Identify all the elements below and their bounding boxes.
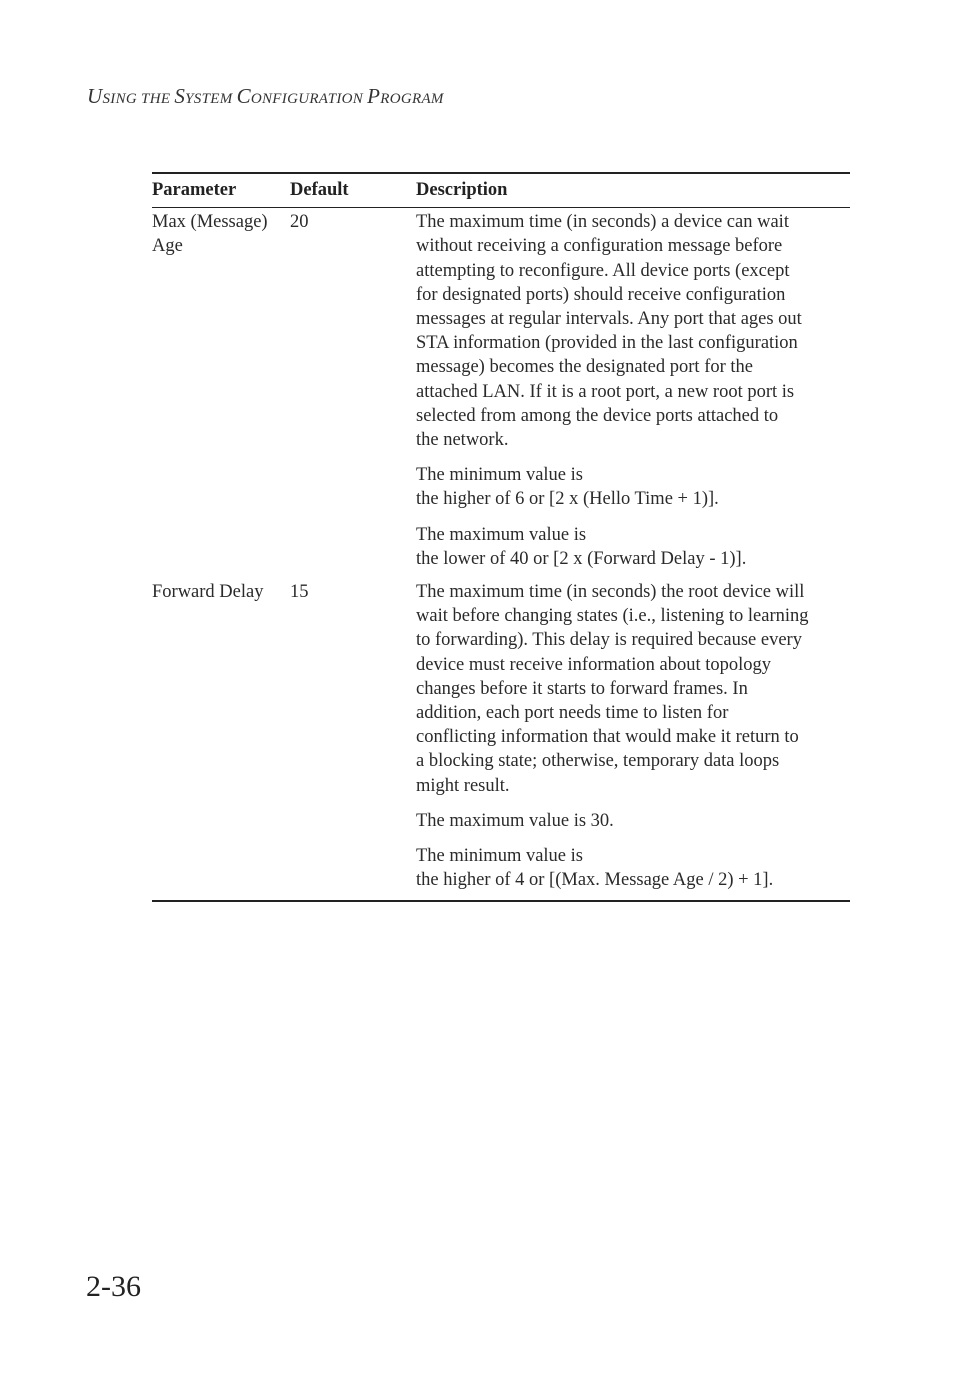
- table-header-row: [152, 173, 850, 208]
- description-line: message) becomes the designated port for the: [416, 357, 753, 378]
- description-line: a blocking state; otherwise, temporary data loops: [416, 751, 780, 772]
- column-header-parameter: Parameter: [152, 180, 237, 200]
- default-value-cell: 15: [290, 582, 309, 603]
- description-line: attempting to reconfigure. All device ports (except: [416, 260, 790, 281]
- running-title-part-2: CONFIGURATION: [236, 84, 368, 108]
- parameter-name-line: Age: [152, 236, 183, 257]
- description-line: The maximum value is 30.: [416, 810, 614, 831]
- parameter-cell: [152, 579, 290, 901]
- description-line: attached LAN. If it is a root port, a new root port is: [416, 381, 795, 402]
- description-paragraph: [416, 463, 850, 511]
- description-line: the lower of 40 or [2 x (Forward Delay - 1)].: [416, 548, 747, 569]
- description-line: the higher of 6 or [2 x (Hello Time + 1)].: [416, 489, 719, 510]
- description-paragraph: [416, 809, 850, 833]
- description-paragraph: [416, 844, 850, 892]
- parameter-table: [152, 172, 850, 902]
- default-value-cell: 20: [290, 212, 309, 233]
- table-row: [152, 208, 850, 579]
- description-paragraph: [416, 523, 850, 571]
- parameter-name-line: Forward Delay: [152, 582, 264, 603]
- description-line: The maximum time (in seconds) the root device will: [416, 582, 805, 603]
- running-title-part-3: PROGRAM: [367, 84, 444, 108]
- description-line: changes before it starts to forward frames. In: [416, 678, 748, 699]
- parameter-name-line: Max (Message): [152, 212, 268, 233]
- description-line: STA information (provided in the last configuration: [416, 333, 798, 354]
- description-cell: [416, 208, 850, 579]
- description-line: the network.: [416, 430, 509, 451]
- column-header-description: Description: [416, 180, 508, 200]
- description-line: The maximum value is: [416, 524, 587, 545]
- description-paragraph: [416, 580, 850, 798]
- description-line: messages at regular intervals. Any port that ages out: [416, 309, 802, 330]
- column-header-default: Default: [290, 180, 349, 200]
- description-line: The maximum time (in seconds) a device can wait: [416, 212, 789, 233]
- description-line: without receiving a configuration message before: [416, 236, 783, 257]
- description-paragraph: [416, 210, 850, 452]
- page-number: 2-36: [86, 1270, 141, 1303]
- running-title-part-0: USING THE: [87, 84, 175, 108]
- description-line: selected from among the device ports attached to: [416, 405, 779, 426]
- description-line: might result.: [416, 775, 510, 796]
- table-row: [152, 579, 850, 901]
- description-line: addition, each port needs time to listen for: [416, 703, 729, 724]
- description-line: to forwarding). This delay is required because every: [416, 630, 802, 651]
- running-title-part-1: SYSTEM: [174, 84, 237, 108]
- running-header: [87, 84, 444, 109]
- description-line: The minimum value is: [416, 465, 583, 486]
- table-body: [152, 208, 850, 902]
- description-line: The minimum value is: [416, 846, 583, 867]
- description-line: for designated ports) should receive configuration: [416, 284, 786, 305]
- description-line: conflicting information that would make it return to: [416, 727, 799, 748]
- description-line: the higher of 4 or [(Max. Message Age / 2) + 1].: [416, 870, 774, 891]
- parameter-cell: [152, 208, 290, 579]
- description-line: device must receive information about topology: [416, 654, 771, 675]
- description-cell: [416, 579, 850, 901]
- description-line: wait before changing states (i.e., listening to learning: [416, 606, 809, 627]
